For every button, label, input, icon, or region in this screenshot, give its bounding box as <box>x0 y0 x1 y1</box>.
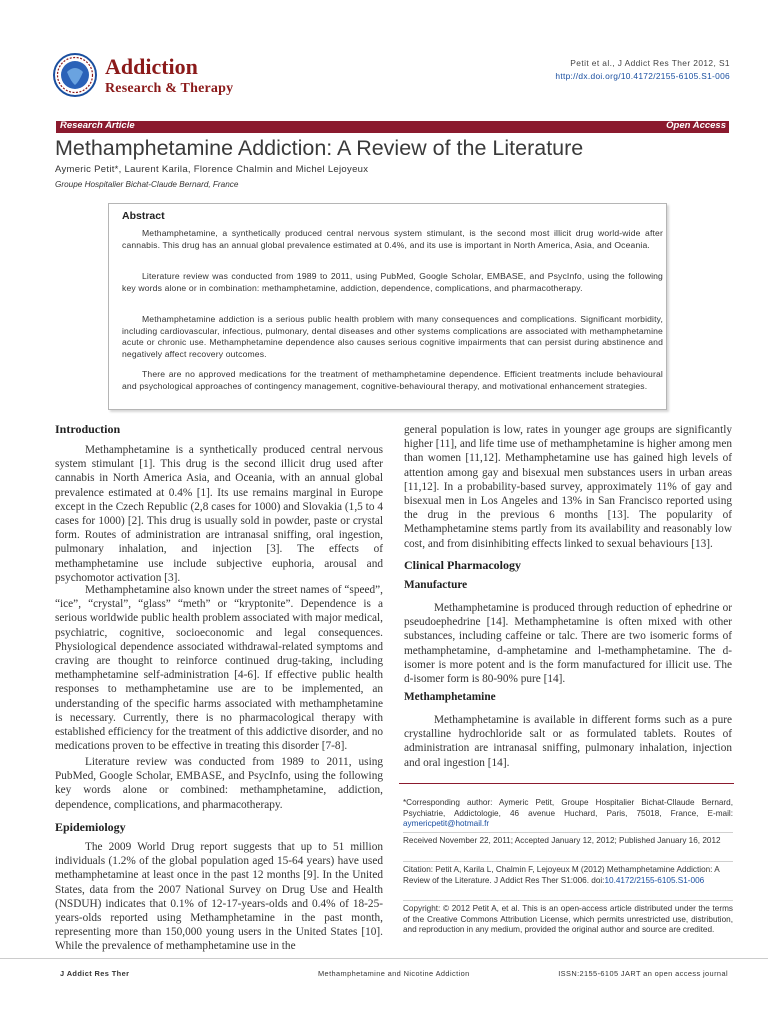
notes-divider <box>399 783 734 784</box>
body-paragraph: Methamphetamine is available in different forms such as a pure crystalline hydrochloride salt or as formulated tablets. Routes of administration are intranasal sniffing, pulmonary inhalation, injection and oral ingestion [14]. <box>404 714 732 769</box>
body-paragraph: Methamphetamine is produced through reduction of ephedrine or pseudoephedrine [14]. Methamphetamine is often mixed with other substances, including caffeine or talc. There are two isomeric forms of methamphetamine, d-amphetamine and l-methamphetamine. The d-isomer is more potent and is the form manufactured for illicit use. The d-isomer form is 80-90% pure [14]. <box>404 602 732 686</box>
citation-line: Petit et al., J Addict Res Ther 2012, S1 <box>570 58 730 68</box>
body-paragraph: Methamphetamine is a synthetically produced central nervous system stimulant [1]. This drug is the second illicit drug used after cannabis in North America Asia, and Oceania, with an annual global prevalence estimated at 0.4% [1]. Its use remains marginal in Europe except in the Czech Republic (2,8 cases for 1000) and Slovakia (1,5 to 4 cases for 1000) [2]. This drug is usually sold in powder, paste or crystal form. Routes of administration are intranasal sniffing, oral ingestion, pulmonary inhalation, and injection [3]. The effects of methamphetamine use include subjective euphoria, arousal and psychomotor activation [3]. <box>55 444 383 584</box>
section-heading-introduction: Introduction <box>55 422 121 436</box>
abstract-paragraph: Methamphetamine addiction is a serious public health problem with many consequences and complications. Significant morbidity, including cardiovascular, infectious, pulmonary, dental diseases and other systems complications are associated with methamphetamine acute or chronic use. Methamphetamine dependence also causes serious cognitive impairments that can persist during abstinence and negatively affect recovery outcomes. <box>122 314 663 359</box>
section-heading-epidemiology: Epidemiology <box>55 820 126 834</box>
body-paragraph: The 2009 World Drug report suggests that up to 51 million individuals (1.2% of the global population aged 15-64 years) have used methamphetamine at least once in the past 12 months [9]. In the United States, data from the 2007 National Survey on Drug Use and Health (NSDUH) indicates that 0.1% of 12-17-years-olds and 0.4% of 18-25-years-olds reported using Methamphetamine in the past month, representing more than 150,000 young users in the United States [10]. While the prevalence of methamphetamine use in the <box>55 841 383 953</box>
abstract-paragraph: Literature review was conducted from 1989 to 2011, using PubMed, Google Scholar, EMBASE, and PsycInfo, using the following key words alone or in combination: methamphetamine, addiction, dependence, complications, and pharmacotherapy. <box>122 271 663 293</box>
affiliation: Groupe Hospitalier Bichat-Claude Bernard, France <box>55 180 239 189</box>
corresponding-author-note: *Corresponding author: Aymeric Petit, Groupe Hospitalier Bichat-Cllaude Bernard, Psychiatrie, Addictologie, 46 avenue Huchard, Paris, 75018, France, E-mail: aymericpetit@hotmail.fr <box>403 798 733 828</box>
journal-logo <box>52 52 98 98</box>
subsection-heading-manufacture: Manufacture <box>404 579 468 591</box>
email-link[interactable]: aymericpetit@hotmail.fr <box>403 819 490 828</box>
abstract-heading: Abstract <box>122 210 165 222</box>
article-title: Methamphetamine Addiction: A Review of the Literature <box>55 136 584 160</box>
section-heading-clinical-pharmacology: Clinical Pharmacology <box>404 558 521 572</box>
copyright-note: Copyright: © 2012 Petit A, et al. This is an open-access article distributed under the terms of the Creative Commons Attribution License, which permits unrestricted use, distribution, and reproduction in any medium, provided the original author and source are credited. <box>403 904 733 934</box>
footer-issue-title: Methamphetamine and Nicotine Addiction <box>318 969 470 978</box>
publication-dates: Received November 22, 2011; Accepted January 12, 2012; Published January 16, 2012 <box>403 836 721 845</box>
notes-separator <box>403 832 733 833</box>
notes-separator <box>403 900 733 901</box>
footer-journal: J Addict Res Ther <box>60 969 130 978</box>
abstract-paragraph: There are no approved medications for the treatment of methamphetamine dependence. Efficient treatments include behavioural and psychological approaches of contingency management, cognitive-behavioural therapy, and motivational enhancement strategies. <box>122 369 663 391</box>
footer-divider <box>0 958 768 959</box>
citation-doi-link[interactable]: 10.4172/2155-6105.S1-006 <box>604 875 705 885</box>
body-paragraph: Methamphetamine also known under the street names of “speed”, “ice”, “crystal”, “glass” “meth” or “kryptonite”. Dependence is a serious worldwide public health problem associated with major medical, psychiatric, cognitive, socioeconomic and legal consequences. Physiological dependence associated withdrawal-related symptoms and craving are thought to reinforce continued drug-taking, including methamphetamine self-administration [4-6]. If effective public health responses to methamphetamine use are to be implemented, an understanding of the specific harms associated with methamphetamine is necessary. Currently, there is no pharmacological therapy with established efficiency for the treatment of this addictive disorder, and no medications proven to be effective in treating this disorder [7-8]. <box>55 584 383 753</box>
notes-separator <box>403 861 733 862</box>
open-access-label: Open Access <box>666 120 726 131</box>
journal-name: Addiction <box>105 54 198 79</box>
subsection-heading-methamphetamine: Methamphetamine <box>404 691 496 703</box>
footer-issn: ISSN:2155-6105 JART an open access journal <box>558 969 728 978</box>
article-type-banner <box>56 121 729 133</box>
body-paragraph: general population is low, rates in younger age groups are significantly higher [11], and life time use of methamphetamine is higher among men than women [11,12]. Methamphetamine use has gained high levels of attention among gay and bisexual men substances users in urban areas [11,12]. In a probability-based survey, approximately 11% of gay and bisexual men in Los Angeles and 13% in San Francisco reported using the drug in the previous 6 months [13]. The popularity of Methamphetamine stems partly from its availability and reasonably low cost, and from disinhibiting effects linked to sexual behaviours [13]. <box>404 424 732 550</box>
citation-note: Citation: Petit A, Karila L, Chalmin F, Lejoyeux M (2012) Methamphetamine Addiction: A Review of the Literature. J Addict Res Ther S1:006. doi:10.4172/2155-6105.S1-006 <box>403 865 720 885</box>
article-type-label: Research Article <box>60 120 135 131</box>
doi-link[interactable]: http://dx.doi.org/10.4172/2155-6105.S1-006 <box>555 71 730 81</box>
author-list: Aymeric Petit*, Laurent Karila, Florence Chalmin and Michel Lejoyeux <box>55 164 369 175</box>
body-paragraph: Literature review was conducted from 1989 to 2011, using PubMed, Google Scholar, EMBASE, and PsycInfo, using the following key words alone or combined: methamphetamine, addiction, dependence, complications, and pharmacotherapy. <box>55 756 383 811</box>
journal-subtitle: Research & Therapy <box>105 81 234 96</box>
abstract-paragraph: Methamphetamine, a synthetically produced central nervous system stimulant, is the second most illicit drug world-wide after cannabis. This drug has an annual global prevalence estimated at 0.4%, and its use is important in North America, Asia, and Oceania. <box>122 228 663 250</box>
